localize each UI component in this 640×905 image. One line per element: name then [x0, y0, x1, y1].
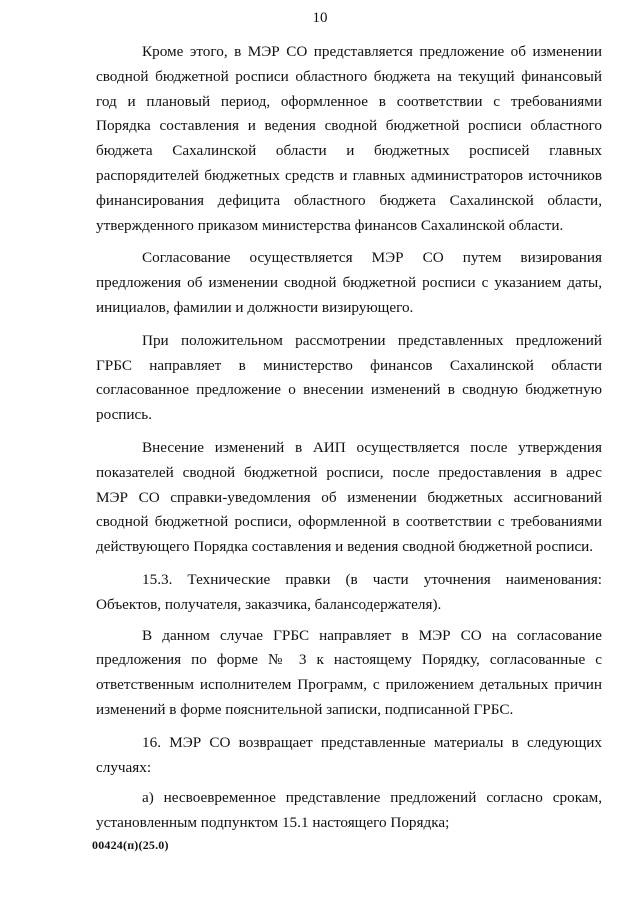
- paragraph-budget-proposal: Кроме этого, в МЭР СО представляется предложение об изменении сводной бюджетной росписи областного бюджета на текущий финансовый год и плановый период, оформленное в соответствии с требованиями Порядка составления и ведения сводной бюджетной росписи областного бюджета Сахалинской области и бюджетных росписей главных распорядителей бюджетных средств и главных администраторов источников финансирования дефицита областного бюджета Сахалинской области, утвержденного приказом министерства финансов Сахалинской области.: [96, 43, 602, 234]
- paragraph-positive-review: При положительном рассмотрении представленных предложений ГРБС направляет в министерство финансов Сахалинской области согласованное предложение о внесении изменений в сводную бюджетную роспись.: [96, 331, 602, 424]
- paragraph-approval-visa: Согласование осуществляется МЭР СО путем визирования предложения об изменении сводной бюджетной росписи с указанием даты, инициалов, фамилии и должности визирующего.: [96, 249, 602, 316]
- document-code: 00424(п)(25.0): [92, 838, 169, 852]
- document-body: [96, 40, 602, 844]
- page-number: 10: [312, 10, 328, 26]
- paragraph-return-cases: 16. МЭР СО возвращает представленные материалы в следующих случаях:: [96, 733, 602, 776]
- paragraph-technical-edits: 15.3. Технические правки (в части уточнения наименования: Объектов, получателя, заказчика, балансодержателя).: [96, 570, 602, 613]
- paragraph-case-a: а) несвоевременное представление предложений согласно срокам, установленным подпунктом 15.1 настоящего Порядка;: [96, 789, 602, 832]
- paragraph-grbs-submission: В данном случае ГРБС направляет в МЭР СО на согласование предложения по форме № 3 к настоящему Порядку, согласованные с ответственным исполнителем Программ, с приложением детальных причин изменений в форме пояснительной записки, подписанной ГРБС.: [96, 626, 602, 718]
- paragraph-aip-changes: Внесение изменений в АИП осуществляется после утверждения показателей сводной бюджетной росписи, после предоставления в адрес МЭР СО справки-уведомления об изменении бюджетных ассигнований сводной бюджетной росписи, оформленной в соответствии с требованиями действующего Порядка составления и ведения сводной бюджетной росписи.: [96, 438, 602, 556]
